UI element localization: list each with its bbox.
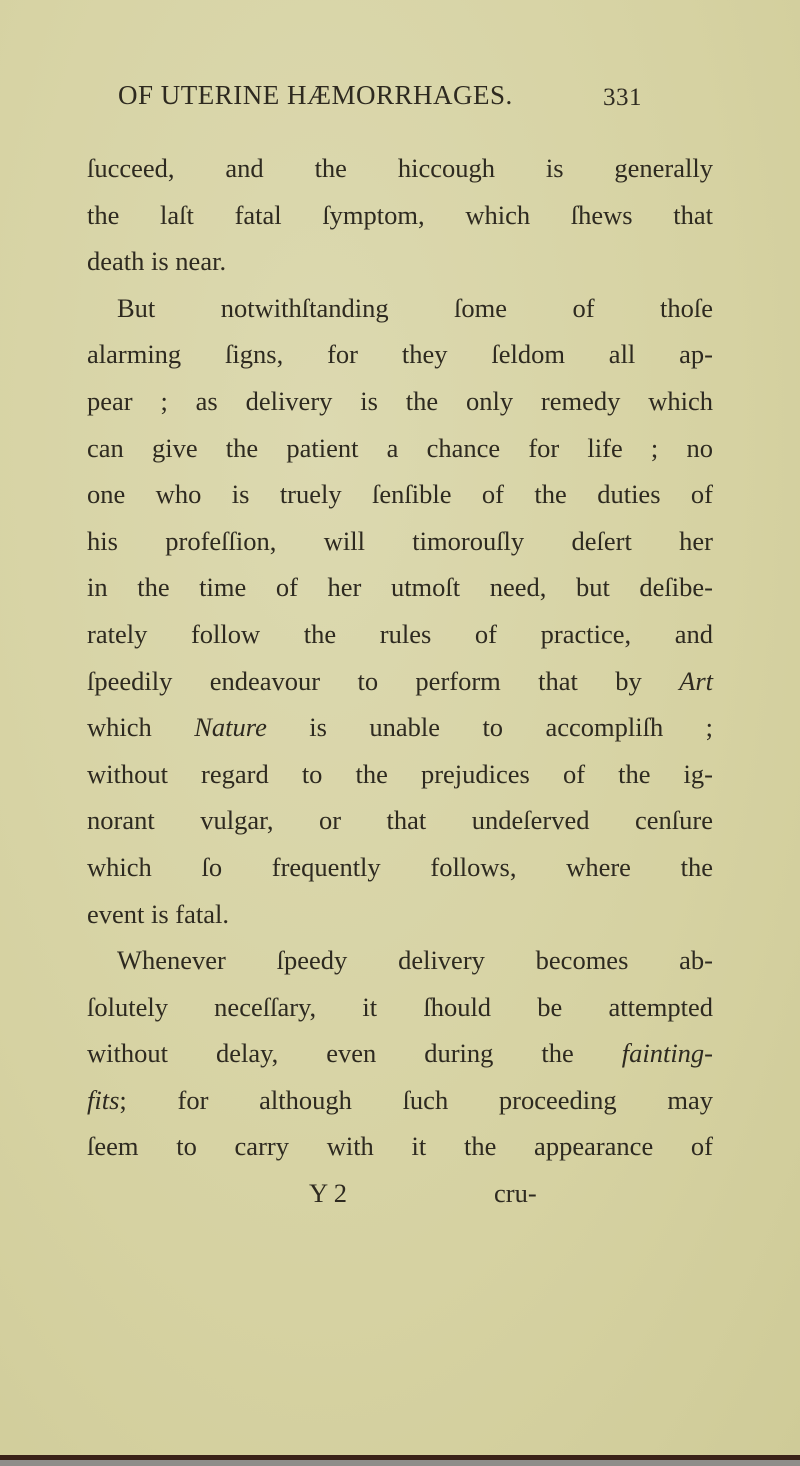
text-line: event is fatal. bbox=[87, 898, 230, 929]
text-line: his profeſſion, will timorouſly deſert her bbox=[87, 525, 713, 556]
header-title: OF UTERINE HÆMORRHAGES. bbox=[118, 80, 513, 110]
text-line: alarming ſigns, for they ſeldom all ap- bbox=[87, 339, 713, 370]
text-span: which bbox=[87, 712, 152, 743]
text-line bbox=[87, 1082, 713, 1129]
text-line bbox=[87, 1035, 713, 1082]
italic-word: fainting- bbox=[621, 1038, 714, 1069]
text-line: But notwithſtanding ſome of thoſe bbox=[117, 292, 713, 323]
text-line: without regard to the prejudices of the ig- bbox=[87, 758, 713, 789]
text-span: without delay, even during the bbox=[87, 1038, 574, 1069]
text-span: is unable to accompliſh ; bbox=[309, 712, 714, 743]
catchword: cru- bbox=[494, 1178, 537, 1209]
running-header bbox=[118, 80, 738, 116]
text-line: pear ; as delivery is the only remedy which bbox=[87, 385, 713, 416]
text-line: one who is truely ſenſible of the duties of bbox=[87, 479, 713, 510]
italic-word: fits bbox=[87, 1084, 120, 1115]
page-footer bbox=[87, 1175, 713, 1222]
italic-word: Art bbox=[679, 665, 714, 696]
background-strip bbox=[0, 1460, 800, 1466]
text-line: Whenever ſpeedy delivery becomes ab- bbox=[117, 945, 713, 976]
text-line: the laſt fatal ſymptom, which ſhews that bbox=[87, 199, 713, 230]
text-line: norant vulgar, or that undeſerved cenſure bbox=[87, 805, 713, 836]
text-line: ſeem to carry with it the appearance of bbox=[87, 1131, 713, 1162]
text-line: in the time of her utmoſt need, but deſibe- bbox=[87, 572, 713, 603]
text-line bbox=[87, 709, 713, 756]
text-line: ſucceed, and the hiccough is generally bbox=[87, 153, 713, 183]
italic-word: Nature bbox=[194, 712, 267, 743]
text-line: ſolutely neceſſary, it ſhould be attempted bbox=[87, 991, 713, 1022]
signature-mark: Y 2 bbox=[309, 1178, 348, 1209]
text-line bbox=[87, 663, 713, 710]
text-line: can give the patient a chance for life ; no bbox=[87, 432, 713, 463]
text-line: rately follow the rules of practice, and bbox=[87, 618, 713, 649]
text-span: ſpeedily endeavour to perform that by bbox=[87, 665, 642, 696]
page-number: 331 bbox=[603, 84, 642, 111]
text-line: which ſo frequently follows, where the bbox=[87, 851, 713, 882]
body-text bbox=[87, 150, 713, 1222]
text-span: ; for although ſuch proceeding may bbox=[119, 1084, 713, 1115]
text-line: death is near. bbox=[87, 246, 227, 277]
